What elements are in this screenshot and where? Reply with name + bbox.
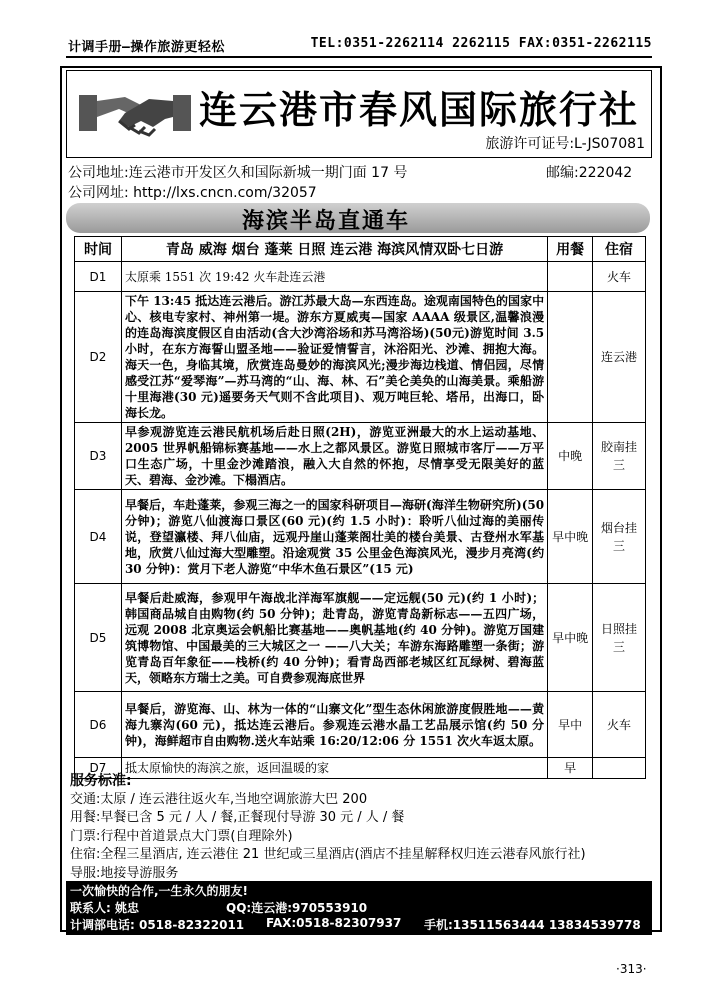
- day-cell: D1: [75, 262, 122, 292]
- table-row: [75, 692, 646, 758]
- day-cell: D3: [75, 423, 122, 490]
- table-row: [75, 292, 646, 423]
- day-cell: D6: [75, 692, 122, 758]
- service-line: 门票:行程中首道景点大门票(自理除外): [70, 828, 293, 844]
- desc-cell: 早餐后，游览海、山、林为一体的“山寨文化”型生态休闲旅游度假胜地——黄海九寨沟(60 元)，抵达连云港后。参观连云港水晶工艺品展示馆(约 50 分钟)，海鲜超市自由购物.送火车站乘 16:20/12:06 分 1551 次火车返太原。: [121, 692, 547, 758]
- meal-cell: 早中晚: [548, 490, 593, 584]
- top-contacts: TEL:0351-2262114 2262115 FAX:0351-2262115: [310, 36, 652, 51]
- desc-cell: 下午 13:45 抵达连云港后。游江苏最大岛—东西连岛。途观南国特色的国家中心、核电专家村、神州第一堤。游东方夏威夷—国家 AAAA 级景区,温馨浪漫的连岛海滨度假区自由活动(含大沙湾浴场和苏马湾浴场)(50元)游览时间 3.5 小时，在东方海誓山盟圣地——验证爱情誓言，沐浴阳光、沙滩、拥抱大海。海天一色，身临其境，欣赏连岛曼妙的海滨风光;漫步海边栈道、情侣园，尽情感受江苏“爱琴海”—苏马湾的“山、海、林、石”美仑美奂的山海美景。乘船游十里海港(30 元)遥要务天气则不含此项目)、观万吨巨轮、塔吊，出海口，卧海长龙。: [121, 292, 547, 423]
- company-name: 连云港市春风国际旅行社: [199, 88, 640, 132]
- service-line: 交通:太原 / 连云港往返火车,当地空调旅游大巴 200: [70, 791, 368, 807]
- footer-qq: QQ:连云港:970553910: [226, 901, 368, 915]
- top-bar: [66, 34, 652, 54]
- stay-cell: 连云港: [593, 292, 646, 423]
- table-row: [75, 423, 646, 490]
- company-header: [66, 70, 652, 158]
- footer-mobile: 手机:13511563444 13834539778: [424, 918, 641, 932]
- meal-cell: 中晚: [548, 423, 593, 490]
- header-time: 时间: [75, 237, 122, 262]
- day-cell: D5: [75, 584, 122, 692]
- footer-phone: 计调部电话: 0518-82322011: [70, 918, 245, 932]
- meal-cell: 早中晚: [548, 584, 593, 692]
- day-cell: D7: [75, 758, 122, 779]
- table-row: [75, 262, 646, 292]
- service-line: 用餐:早餐已含 5 元 / 人 / 餐,正餐现付导游 30 元 / 人 / 餐: [70, 810, 405, 825]
- meal-cell: 早中: [548, 692, 593, 758]
- service-line: 导服:地接导游服务: [70, 865, 179, 881]
- top-divider: [66, 56, 652, 58]
- route-banner: [66, 203, 650, 233]
- footer-fax: FAX:0518-82307937: [266, 916, 402, 930]
- company-address: 公司地址:连云港市开发区久和国际新城一期门面 17 号: [68, 165, 408, 181]
- contact-footer: [66, 881, 652, 935]
- stay-cell: 火车: [593, 262, 646, 292]
- desc-cell: 抵太原愉快的海滨之旅，返回温暖的家: [121, 758, 547, 779]
- header-route: 青岛 威海 烟台 蓬莱 日照 连云港 海滨风情双卧七日游: [121, 237, 547, 262]
- meal-cell: 早: [548, 758, 593, 779]
- license-number: 旅游许可证号:L-JS07081: [485, 136, 645, 152]
- meal-cell: [548, 262, 593, 292]
- stay-cell: 日照挂三: [593, 584, 646, 692]
- table-row: [75, 584, 646, 692]
- footer-contact-person: 联系人: 姚忠: [70, 901, 139, 915]
- day-cell: D2: [75, 292, 122, 423]
- day-cell: D4: [75, 490, 122, 584]
- stay-cell: 烟台挂三: [593, 490, 646, 584]
- service-standards: [70, 772, 650, 883]
- footer-slogan: 一次愉快的合作,一生永久的朋友!: [70, 884, 249, 898]
- page-number: ·313·: [616, 962, 647, 976]
- stay-cell: 火车: [593, 692, 646, 758]
- top-slogan: 计调手册—操作旅游更轻松: [68, 40, 225, 55]
- stay-cell: 胶南挂三: [593, 423, 646, 490]
- service-line: 住宿:全程三星酒店, 连云港住 21 世纪或三星酒店(酒店不挂星解释权归连云港春风旅行社): [70, 847, 586, 862]
- header-meal: 用餐: [548, 237, 593, 262]
- desc-cell: 早参观游览连云港民航机场后赴日照(2H)，游览亚洲最大的水上运动基地、2005 世界帆船锦标赛基地——水上之都风景区。游览日照城市客厅——万平口生态广场，十里金沙滩踏浪，融入大自然的怀抱，尽情享受无限美好的蓝天、碧海、金沙滩。下榻酒店。: [121, 423, 547, 490]
- service-title: 服务标准:: [70, 773, 132, 789]
- itinerary-table: [74, 236, 646, 779]
- postcode: 邮编:222042: [546, 165, 633, 181]
- desc-cell: 太原乘 1551 次 19:42 火车赴连云港: [121, 262, 547, 292]
- table-header-row: [75, 237, 646, 262]
- meal-cell: [548, 292, 593, 423]
- handshake-icon: [79, 87, 191, 137]
- route-title: 海滨半岛直通车: [242, 209, 411, 234]
- company-website: 公司网址: http://lxs.cncn.com/32057: [68, 185, 317, 201]
- table-row: [75, 490, 646, 584]
- desc-cell: 早餐后，车赴蓬莱，参观三海之一的国家科研项目—海研(海洋生物研究所)(50 分钟)；游览八仙渡海口景区(60 元)(约 1.5 小时)：聆听八仙过海的美丽传说，登望瀛楼、拜八仙庙，远观丹崖山蓬莱阁壮美的楼台美景、古登州水军基地，欣赏八仙过海大型雕塑。沿途观赏 35 公里金色海滨风光，漫步月亮湾(约 30 分钟)：赏月下老人游览“中华木鱼石景区”(15 元): [121, 490, 547, 584]
- header-stay: 住宿: [593, 237, 646, 262]
- desc-cell: 早餐后赴威海，参观甲午海战北洋海军旗舰——定远舰(50 元)(约 1 小时)；韩国商品城自由购物(约 50 分钟)；赴青岛，游览青岛新标志——五四广场，远观 2008 北京奥运会帆船比赛基地——奥帆基地(约 40 分钟)。游览万国建筑博物馆、中国最美的三大城区之一 ——八大关；车游东海路雕塑一条街；游览青岛百年象征——栈桥(约 40 分钟)；看青岛西部老城区红瓦绿树、碧海蓝天，领略东方瑞士之美。可自费参观海底世界: [121, 584, 547, 692]
